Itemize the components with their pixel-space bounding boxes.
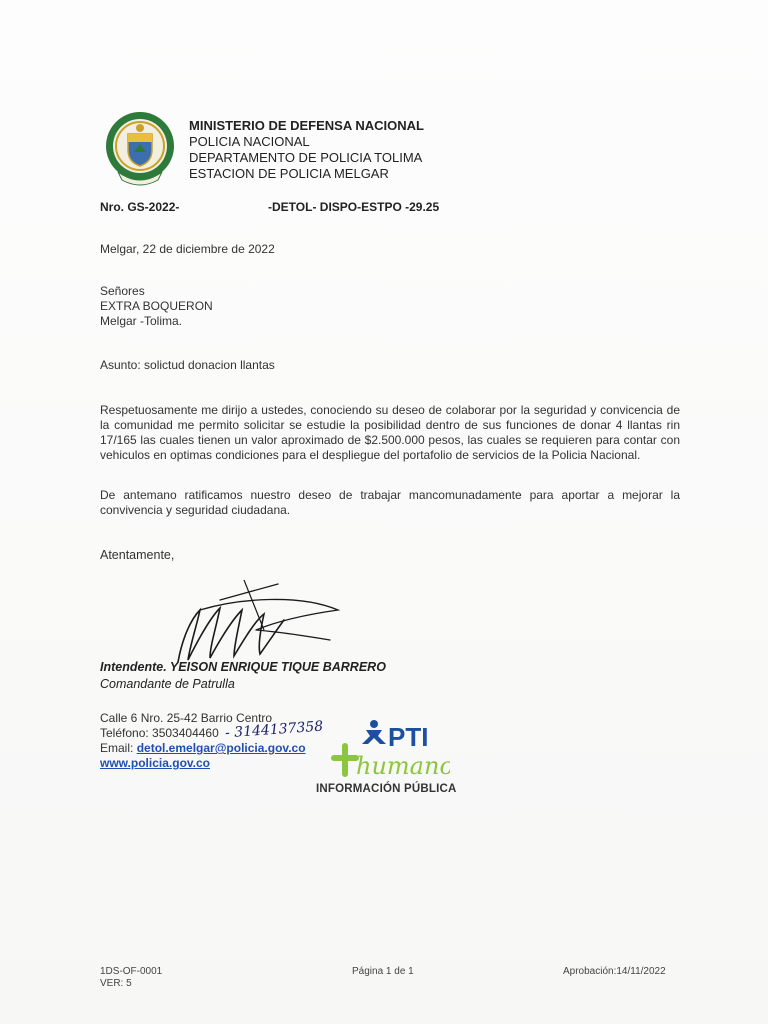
closing-line: Atentamente, [100,548,175,562]
recipient-city: Melgar -Tolima. [100,314,183,328]
pti-text: PTI [388,722,429,752]
reference-code: -DETOL- DISPO-ESTPO -29.25 [268,200,440,214]
reference-number: Nro. GS-2022- [100,200,180,214]
signer-role: Comandante de Patrulla [100,677,235,691]
recipient-salutation: Señores [100,284,145,298]
form-code: 1DS-OF-0001 [100,966,163,977]
ministry-name: MINISTERIO DE DEFENSA NACIONAL [189,118,424,133]
contact-address: Calle 6 Nro. 25-42 Barrio Centro [100,711,273,725]
contact-phone: Teléfono: 3503404460 [100,726,219,740]
police-name: POLICIA NACIONAL [189,134,310,149]
station-name: ESTACION DE POLICIA MELGAR [189,166,389,181]
humano-text: humano [356,752,450,780]
website-link[interactable]: www.policia.gov.co [100,756,211,770]
contact-block [100,711,306,771]
body-paragraph-1: Respetuosamente me dirijo a ustedes, conociendo su deseo de colaborar por la seguridad y convicencia de la comunidad me permito solicitar se estudie la posibilidad dentro de sus funciones de donar 4 llantas rin 17/165 las cuales tienen un valor aproximado de $2.500.000 pesos, las cuales se requieren para contar con vehiculos en optimas condiciones para el despliegue del portafolio de servicios de la Policia Nacional. [100,403,680,462]
footer-form-code [100,966,162,990]
department-name: DEPARTAMENTO DE POLICIA TOLIMA [189,150,423,165]
footer-page-number: Página 1 de 1 [352,966,414,977]
policia-crest-logo [104,108,176,188]
footer-approval-date: Aprobación:14/11/2022 [563,966,666,977]
signer-name: Intendente. YEISON ENRIQUE TIQUE BARRERO [100,660,386,674]
body-paragraph-2: De antemano ratificamos nuestro deseo de trabajar mancomunadamente para aportar a mejorar la convivencia y seguridad ciudadana. [100,488,680,517]
form-version: VER: 5 [100,978,132,989]
contact-email-line [100,741,306,756]
letterhead [189,118,424,182]
email-link[interactable]: detol.emelgar@policia.gov.co [136,741,306,755]
date-line: Melgar, 22 de diciembre de 2022 [100,242,275,256]
pti-logo-graphic [330,718,450,780]
handwritten-phone: - 3144137358 [224,718,324,742]
email-label: Email: [100,741,137,755]
pti-humano-logo [330,718,450,780]
info-classification: INFORMACIÓN PÚBLICA [316,783,457,795]
subject-line: Asunto: solictud donacion llantas [100,358,275,372]
recipient-name: EXTRA BOQUERON [100,299,213,313]
recipient-block [100,284,213,329]
